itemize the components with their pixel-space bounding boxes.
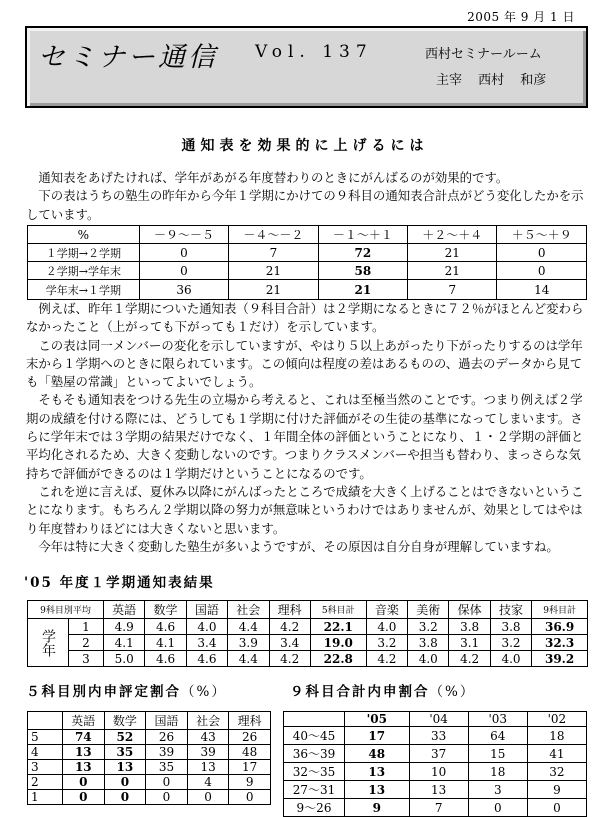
table-header-cell: －１～＋１ bbox=[318, 226, 407, 244]
table-cell: 3 bbox=[468, 781, 527, 799]
table-cell: 4.0 bbox=[490, 651, 531, 667]
table-row bbox=[28, 280, 587, 300]
table-cell: 74 bbox=[63, 730, 105, 745]
table-row bbox=[28, 775, 271, 790]
range-label: 27～31 bbox=[284, 781, 345, 799]
table-cell: 4.0 bbox=[408, 651, 449, 667]
table-cell: 3.2 bbox=[408, 619, 449, 635]
subject-header: 技家 bbox=[490, 601, 531, 619]
nine-heading-text: ９科目合計内申割合 bbox=[290, 684, 430, 700]
table-cell: 3.2 bbox=[490, 635, 531, 651]
table-cell: 0 bbox=[104, 775, 146, 790]
table-cell: 4 bbox=[187, 775, 229, 790]
subject-header: 美術 bbox=[408, 601, 449, 619]
table-row bbox=[28, 790, 271, 805]
table-cell: 13 bbox=[187, 760, 229, 775]
table-cell: 4.6 bbox=[186, 651, 227, 667]
table-cell: 39 bbox=[187, 745, 229, 760]
organization-name: 西村セミナールーム bbox=[425, 47, 542, 62]
subject-header: 保体 bbox=[449, 601, 490, 619]
body-paragraph: 例えば、昨年１学期についた通知表（９科目合計）は２学期になるときに７２％がほとんど変わらなかったこと（上がっても下がっても１だけ）を示しています。 bbox=[26, 301, 584, 335]
table-cell: 4.2 bbox=[269, 651, 310, 667]
table-cell: 0 bbox=[187, 790, 229, 805]
table-cell: 4.0 bbox=[186, 619, 227, 635]
table-corner-cell bbox=[284, 712, 345, 727]
change-table bbox=[27, 225, 587, 300]
table-cell: 21 bbox=[408, 262, 497, 280]
table-cell: 36.9 bbox=[532, 619, 588, 635]
grade-number: 3 bbox=[69, 651, 104, 667]
table-cell: 3.9 bbox=[228, 635, 269, 651]
table-row bbox=[284, 745, 587, 763]
table-cell: 0 bbox=[63, 790, 105, 805]
table-cell: 64 bbox=[468, 727, 527, 745]
table-cell: 9 bbox=[229, 775, 271, 790]
table-cell: 3.4 bbox=[269, 635, 310, 651]
table-header-cell: －９～－５ bbox=[139, 226, 228, 244]
table-cell: 33 bbox=[409, 727, 468, 745]
table-cell: 4.6 bbox=[145, 619, 186, 635]
table-row bbox=[28, 760, 271, 775]
table-header-row bbox=[28, 712, 271, 730]
table-cell: 0 bbox=[229, 790, 271, 805]
table-cell: 17 bbox=[229, 760, 271, 775]
table-cell: 9 bbox=[345, 799, 410, 817]
table-cell: 0 bbox=[146, 775, 188, 790]
subject-header: 理科 bbox=[229, 712, 271, 730]
table-cell: 13 bbox=[63, 745, 105, 760]
table-cell: 3.8 bbox=[408, 635, 449, 651]
grade-label: 学年 bbox=[28, 619, 69, 667]
table-cell: 3.2 bbox=[366, 635, 407, 651]
table-cell: 3.1 bbox=[449, 635, 490, 651]
article-title: 通知表を効果的に上げるには bbox=[181, 138, 429, 154]
table-row bbox=[28, 651, 588, 667]
table-header-cell: ＋２～＋４ bbox=[408, 226, 497, 244]
table-row bbox=[284, 763, 587, 781]
table-cell: 48 bbox=[345, 745, 410, 763]
subject-header: 国語 bbox=[146, 712, 188, 730]
table-cell: 13 bbox=[345, 763, 410, 781]
grade-number: 2 bbox=[69, 635, 104, 651]
table-cell: 4.1 bbox=[104, 635, 145, 651]
subject-header: 社会 bbox=[187, 712, 229, 730]
table-row bbox=[284, 781, 587, 799]
table-cell: 5.0 bbox=[104, 651, 145, 667]
table-cell: 0 bbox=[497, 262, 587, 280]
intro-paragraph: 下の表はうちの塾生の昨年から今年１学期にかけての９科目の通知表合計点がどう変化したかを示しています。 bbox=[26, 188, 584, 222]
table-cell: 4.0 bbox=[366, 619, 407, 635]
rank-label: 3 bbox=[28, 760, 63, 775]
table-cell: 58 bbox=[318, 262, 407, 280]
table-cell: 39.2 bbox=[532, 651, 588, 667]
table-row bbox=[28, 619, 588, 635]
rank-label: 5 bbox=[28, 730, 63, 745]
table-cell: 0 bbox=[139, 262, 228, 280]
table-cell: 17 bbox=[345, 727, 410, 745]
table-cell: 4.2 bbox=[366, 651, 407, 667]
rank-label: 2 bbox=[28, 775, 63, 790]
range-label: 36～39 bbox=[284, 745, 345, 763]
subject-header: 社会 bbox=[228, 601, 269, 619]
nine-heading-unit: （%） bbox=[429, 684, 476, 700]
table-cell: 18 bbox=[468, 763, 527, 781]
table-cell: 4.6 bbox=[145, 651, 186, 667]
nine-subject-table bbox=[283, 711, 587, 817]
row-label: １学期→２学期 bbox=[28, 244, 140, 262]
table-cell: 52 bbox=[104, 730, 146, 745]
subject-header: 国語 bbox=[186, 601, 227, 619]
table-cell: 26 bbox=[229, 730, 271, 745]
rank-heading-unit: （%） bbox=[181, 684, 227, 700]
table-cell: 13 bbox=[345, 781, 410, 799]
table-cell: 4.4 bbox=[228, 619, 269, 635]
body-paragraph: そもそも通知表をつける先生の立場から考えると、これは至極当然のことです。つまり例えば２学期の成績を付ける際には、どうしても１学期に付けた評価がその生徒の基準になってしまいます。さらに学年末では３学期の結果だけでなく、１年間全体の評価ということになり、１・２学期の評価と平均化されるため、大きく変動しないのです。つまりクラスメンバーや担当も替わり、まっさらな気持ちで評価ができるのは１学期だけということになるのです。 bbox=[26, 392, 584, 481]
table-cell: 21 bbox=[229, 262, 318, 280]
table-cell: 22.8 bbox=[310, 651, 366, 667]
table-cell: 4.1 bbox=[145, 635, 186, 651]
table-cell: 19.0 bbox=[310, 635, 366, 651]
body-paragraph: この表は同一メンバーの変化を示していますが、やはり５以上あがったり下がったりするのは学年末から１学期へのときに限られています。この傾向は程度の差はあるものの、過去のデータから見ても「塾屋の常識」といってよいでしょう。 bbox=[26, 337, 583, 390]
table-cell: 10 bbox=[409, 763, 468, 781]
table-cell: 37 bbox=[409, 745, 468, 763]
table-header-cell: % bbox=[28, 226, 140, 244]
table-cell: 0 bbox=[527, 799, 586, 817]
rank-label: 4 bbox=[28, 745, 63, 760]
intro-paragraph: 通知表をあげたければ、学年があがる年度替わりのときにがんばるのが効果的です。 bbox=[38, 170, 509, 185]
table-cell: 36 bbox=[139, 280, 228, 300]
table-cell: 4.2 bbox=[269, 619, 310, 635]
table-cell: 0 bbox=[468, 799, 527, 817]
table-row bbox=[28, 635, 588, 651]
grade-number: 1 bbox=[69, 619, 104, 635]
table-row bbox=[284, 727, 587, 745]
table-cell: 32.3 bbox=[532, 635, 588, 651]
table-corner-cell bbox=[28, 712, 63, 730]
intro-text bbox=[26, 169, 591, 224]
table-row bbox=[28, 244, 587, 262]
table-cell: 13 bbox=[104, 760, 146, 775]
table-cell: 43 bbox=[187, 730, 229, 745]
results-heading: '05 年度１学期通知表結果 bbox=[24, 575, 215, 591]
range-label: 9～26 bbox=[284, 799, 345, 817]
table-cell: 7 bbox=[229, 244, 318, 262]
table-cell: 48 bbox=[229, 745, 271, 760]
table-cell: 0 bbox=[63, 775, 105, 790]
table-cell: 35 bbox=[146, 760, 188, 775]
subject-header: 数学 bbox=[104, 712, 146, 730]
table-cell: 13 bbox=[409, 781, 468, 799]
subject-header: 理科 bbox=[269, 601, 310, 619]
table-header-row bbox=[28, 601, 588, 619]
table-cell: 22.1 bbox=[310, 619, 366, 635]
table-corner-cell: 9科目別平均 bbox=[28, 601, 104, 619]
table-cell: 21 bbox=[408, 244, 497, 262]
row-label: ２学期→学年末 bbox=[28, 262, 140, 280]
table-cell: 4.9 bbox=[104, 619, 145, 635]
volume-number: Vol. 137 bbox=[255, 42, 373, 62]
table-cell: 4.4 bbox=[228, 651, 269, 667]
subject-header: 5科目計 bbox=[310, 601, 366, 619]
table-cell: 3.8 bbox=[449, 619, 490, 635]
range-label: 40～45 bbox=[284, 727, 345, 745]
table-row bbox=[28, 730, 271, 745]
subject-header: 英語 bbox=[63, 712, 105, 730]
rank-heading-text: ５科目別内申評定割合 bbox=[26, 684, 181, 700]
year-header: '02 bbox=[527, 712, 586, 727]
table-row bbox=[284, 799, 587, 817]
results-table bbox=[27, 600, 588, 667]
subject-header: 数学 bbox=[145, 601, 186, 619]
issue-date: 2005 年 9 月 1 日 bbox=[467, 10, 575, 24]
table-header-cell: －４～－２ bbox=[229, 226, 318, 244]
table-cell: 14 bbox=[497, 280, 587, 300]
table-cell: 35 bbox=[104, 745, 146, 760]
body-paragraph: 今年は特に大きく変動した塾生が多いようですが、その原因は自分自身が理解していますね。 bbox=[38, 538, 559, 554]
rank-table bbox=[27, 711, 271, 805]
year-header: '05 bbox=[345, 712, 410, 727]
table-cell: 7 bbox=[408, 280, 497, 300]
table-cell: 13 bbox=[63, 760, 105, 775]
table-cell: 0 bbox=[139, 244, 228, 262]
table-cell: 39 bbox=[146, 745, 188, 760]
host-name: 主宰 西村 和彦 bbox=[436, 73, 547, 88]
table-cell: 21 bbox=[318, 280, 407, 300]
table-header-row bbox=[284, 712, 587, 727]
table-cell: 41 bbox=[527, 745, 586, 763]
newsletter-name: セミナー通信 bbox=[38, 42, 218, 73]
table-cell: 9 bbox=[527, 781, 586, 799]
table-cell: 15 bbox=[468, 745, 527, 763]
table-cell: 72 bbox=[318, 244, 407, 262]
subject-header: 音楽 bbox=[366, 601, 407, 619]
subject-header: 9科目計 bbox=[532, 601, 588, 619]
body-paragraph: これを逆に言えば、夏休み以降にがんばったところで成績を大きく上げることはできないということになります。もちろん２学期以降の努力が無意味というわけではありませんが、効果としてはやはり年度替わりほどには大きくないと思います。 bbox=[26, 483, 584, 536]
table-header-cell: ＋５～＋９ bbox=[497, 226, 587, 244]
table-cell: 21 bbox=[229, 280, 318, 300]
table-header-row bbox=[28, 226, 587, 244]
year-header: '03 bbox=[468, 712, 527, 727]
table-cell: 32 bbox=[527, 763, 586, 781]
table-cell: 18 bbox=[527, 727, 586, 745]
rank-label: 1 bbox=[28, 790, 63, 805]
table-cell: 4.2 bbox=[449, 651, 490, 667]
table-cell: 0 bbox=[104, 790, 146, 805]
body-text bbox=[26, 300, 591, 556]
table-row bbox=[28, 262, 587, 280]
table-cell: 3.4 bbox=[186, 635, 227, 651]
table-cell: 0 bbox=[146, 790, 188, 805]
table-cell: 3.8 bbox=[490, 619, 531, 635]
table-cell: 7 bbox=[409, 799, 468, 817]
table-cell: 26 bbox=[146, 730, 188, 745]
subject-header: 英語 bbox=[104, 601, 145, 619]
year-header: '04 bbox=[409, 712, 468, 727]
rank-heading bbox=[26, 680, 227, 700]
range-label: 32～35 bbox=[284, 763, 345, 781]
table-cell: 0 bbox=[497, 244, 587, 262]
nine-heading bbox=[290, 680, 475, 700]
row-label: 学年末→１学期 bbox=[28, 280, 140, 300]
table-row bbox=[28, 745, 271, 760]
